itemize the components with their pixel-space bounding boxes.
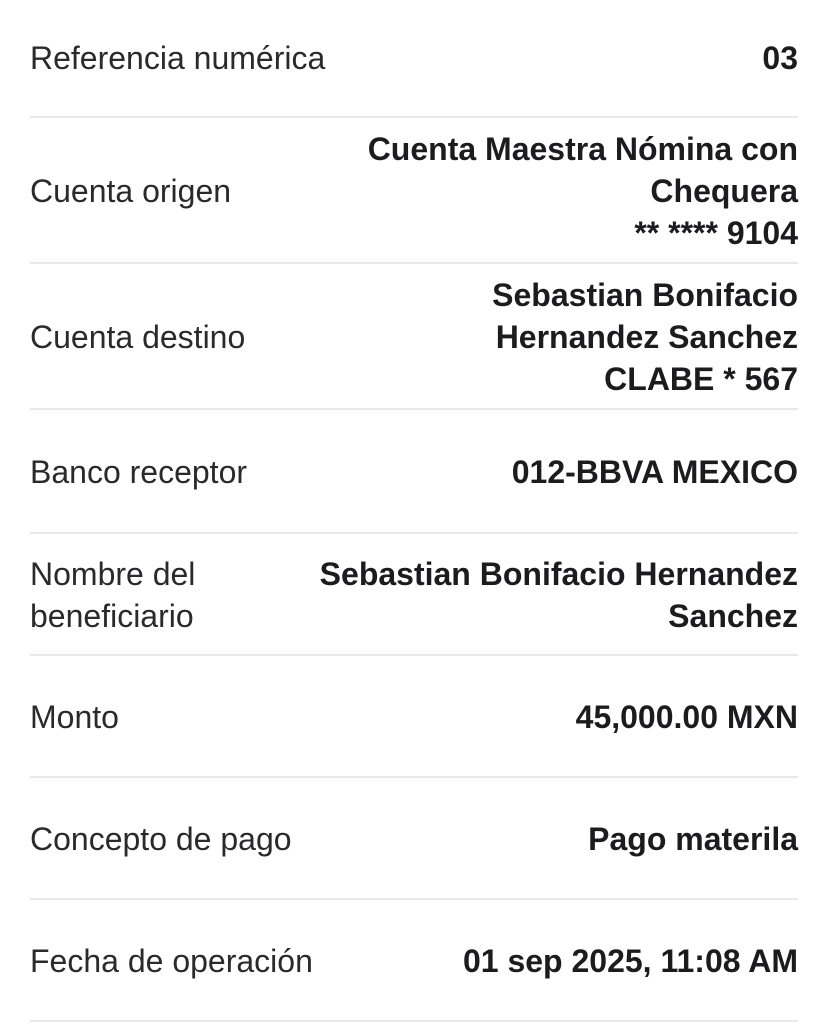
divider xyxy=(30,532,798,534)
payment-concept-value xyxy=(292,818,798,860)
beneficiary-name-label-line-2: beneficiario xyxy=(30,598,194,634)
numeric-reference-value-line: 03 xyxy=(762,40,798,76)
amount-value-line: 45,000.00 MXN xyxy=(575,699,798,735)
detail-row-numeric-reference xyxy=(30,20,798,96)
operation-date-label: Fecha de operación xyxy=(30,943,313,979)
detail-row-source-account xyxy=(30,124,798,258)
source-account-name-line-2: Chequera xyxy=(650,173,798,209)
divider xyxy=(30,654,798,656)
destination-account-name-line-1: Sebastian Bonifacio xyxy=(492,277,798,313)
beneficiary-name-label xyxy=(30,553,270,637)
destination-account-clabe: CLABE * 567 xyxy=(604,361,798,397)
beneficiary-name-value xyxy=(270,553,798,637)
payment-concept-label: Concepto de pago xyxy=(30,821,292,857)
beneficiary-name-line-2: Sanchez xyxy=(668,598,798,634)
divider xyxy=(30,262,798,264)
divider xyxy=(30,408,798,410)
source-account-value xyxy=(231,128,798,254)
numeric-reference-value xyxy=(325,37,798,79)
destination-account-value xyxy=(245,274,798,400)
beneficiary-name-line-1: Sebastian Bonifacio Hernandez xyxy=(319,556,798,592)
numeric-reference-label: Referencia numérica xyxy=(30,40,326,76)
destination-account-name-line-2: Hernandez Sanchez xyxy=(495,319,798,355)
receiving-bank-label: Banco receptor xyxy=(30,454,248,490)
payment-concept-value-line: Pago materila xyxy=(588,821,798,857)
beneficiary-name-label-line-1: Nombre del xyxy=(30,556,196,592)
divider xyxy=(30,898,798,900)
operation-date-value-line: 01 sep 2025, 11:08 AM xyxy=(462,943,798,979)
source-account-masked-number: ** **** 9104 xyxy=(634,215,798,251)
destination-account-label: Cuenta destino xyxy=(30,319,246,355)
detail-row-beneficiary-name xyxy=(30,540,798,650)
source-account-name-line-1: Cuenta Maestra Nómina con xyxy=(367,131,798,167)
divider xyxy=(30,776,798,778)
receiving-bank-value-line: 012-BBVA MEXICO xyxy=(511,454,798,490)
detail-row-operation-date xyxy=(30,904,798,1018)
source-account-label: Cuenta origen xyxy=(30,173,232,209)
operation-date-value xyxy=(313,940,798,982)
receiving-bank-value xyxy=(247,451,798,493)
detail-row-destination-account xyxy=(30,270,798,404)
detail-row-amount xyxy=(30,660,798,774)
divider xyxy=(30,1020,798,1022)
divider xyxy=(30,116,798,118)
detail-row-receiving-bank xyxy=(30,412,798,532)
amount-value xyxy=(119,696,798,738)
amount-label: Monto xyxy=(30,699,119,735)
detail-row-payment-concept xyxy=(30,782,798,896)
